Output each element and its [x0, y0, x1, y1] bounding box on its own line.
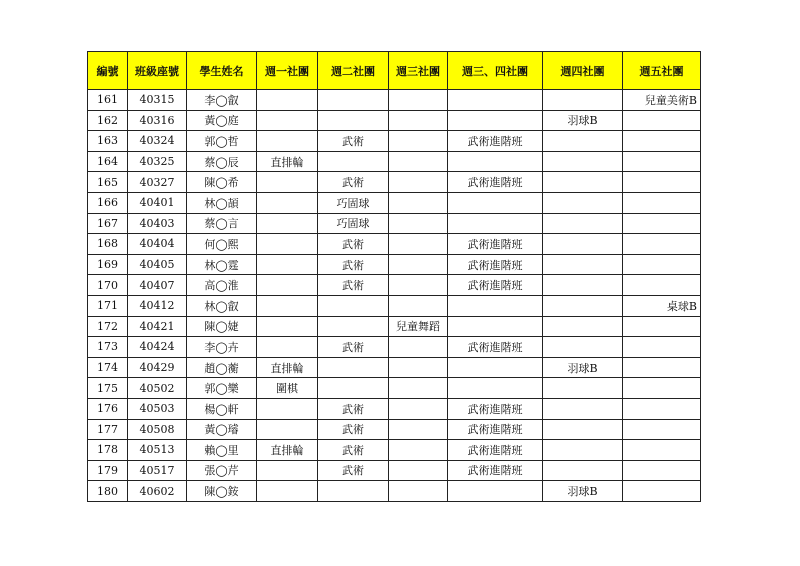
wednesday-club-cell	[389, 460, 448, 481]
wednesday-club-cell	[389, 419, 448, 440]
friday-club-cell	[623, 419, 701, 440]
tuesday-club-cell	[318, 378, 389, 399]
table-row	[88, 295, 701, 316]
friday-club-cell	[623, 337, 701, 358]
friday-club-cell	[623, 151, 701, 172]
table-row	[88, 90, 701, 111]
friday-club-cell	[623, 316, 701, 337]
thursday-club-cell	[543, 316, 623, 337]
tuesday-club-cell: 武術	[318, 131, 389, 152]
wednesday-club-cell: 兒童舞蹈	[389, 316, 448, 337]
thursday-club-cell	[543, 337, 623, 358]
table-row	[88, 275, 701, 296]
student-name-cell: 林◯叡	[187, 295, 257, 316]
table-body	[88, 90, 701, 502]
number-cell: 175	[88, 378, 128, 399]
thursday-club-cell	[543, 90, 623, 111]
wednesday-club-cell	[389, 254, 448, 275]
class-seat-cell: 40324	[128, 131, 187, 152]
class-seat-cell: 40405	[128, 254, 187, 275]
thursday-club-cell	[543, 419, 623, 440]
wed-thu-club-cell	[448, 295, 543, 316]
monday-club-cell	[257, 131, 318, 152]
thursday-club-cell	[543, 234, 623, 255]
number-cell: 161	[88, 90, 128, 111]
thursday-club-cell	[543, 192, 623, 213]
table-row	[88, 460, 701, 481]
friday-club-cell	[623, 481, 701, 502]
monday-club-cell	[257, 295, 318, 316]
tuesday-club-cell: 武術	[318, 460, 389, 481]
class-seat-cell: 40401	[128, 192, 187, 213]
thursday-club-cell	[543, 172, 623, 193]
class-seat-cell: 40325	[128, 151, 187, 172]
table-row	[88, 172, 701, 193]
student-name-cell: 郭◯樂	[187, 378, 257, 399]
wednesday-club-cell	[389, 192, 448, 213]
number-cell: 176	[88, 398, 128, 419]
tuesday-club-cell: 巧固球	[318, 213, 389, 234]
wed-thu-club-cell: 武術進階班	[448, 440, 543, 461]
number-cell: 166	[88, 192, 128, 213]
monday-club-cell	[257, 192, 318, 213]
student-name-cell: 郭◯哲	[187, 131, 257, 152]
class-seat-cell: 40508	[128, 419, 187, 440]
wed-thu-club-cell: 武術進階班	[448, 460, 543, 481]
friday-club-cell	[623, 110, 701, 131]
wed-thu-club-cell	[448, 192, 543, 213]
class-seat-cell: 40502	[128, 378, 187, 399]
friday-club-cell	[623, 398, 701, 419]
monday-club-cell	[257, 234, 318, 255]
monday-club-cell: 直排輪	[257, 357, 318, 378]
student-name-cell: 李◯叡	[187, 90, 257, 111]
monday-club-cell: 圍棋	[257, 378, 318, 399]
tuesday-club-cell: 武術	[318, 234, 389, 255]
table-row	[88, 440, 701, 461]
student-name-cell: 蔡◯言	[187, 213, 257, 234]
wed-thu-club-cell: 武術進階班	[448, 275, 543, 296]
club-roster-table	[87, 51, 701, 502]
table-row	[88, 378, 701, 399]
friday-club-cell	[623, 275, 701, 296]
student-name-cell: 陳◯婕	[187, 316, 257, 337]
class-seat-cell: 40602	[128, 481, 187, 502]
student-name-cell: 賴◯里	[187, 440, 257, 461]
thursday-club-cell: 羽球B	[543, 357, 623, 378]
number-cell: 163	[88, 131, 128, 152]
thursday-club-cell	[543, 275, 623, 296]
student-name-cell: 楊◯軒	[187, 398, 257, 419]
table-row	[88, 192, 701, 213]
wednesday-club-cell	[389, 172, 448, 193]
tuesday-club-cell	[318, 110, 389, 131]
table-row	[88, 234, 701, 255]
monday-club-cell	[257, 172, 318, 193]
student-name-cell: 張◯芹	[187, 460, 257, 481]
class-seat-cell: 40412	[128, 295, 187, 316]
class-seat-cell: 40403	[128, 213, 187, 234]
student-name-cell: 陳◯希	[187, 172, 257, 193]
student-name-cell: 黃◯庭	[187, 110, 257, 131]
wed-thu-club-cell	[448, 151, 543, 172]
tuesday-club-cell: 武術	[318, 398, 389, 419]
student-name-cell: 何◯熙	[187, 234, 257, 255]
tuesday-club-cell	[318, 316, 389, 337]
number-cell: 162	[88, 110, 128, 131]
monday-club-cell	[257, 419, 318, 440]
wednesday-club-cell	[389, 131, 448, 152]
class-seat-cell: 40407	[128, 275, 187, 296]
col-header-class-seat: 班級座號	[128, 52, 187, 90]
number-cell: 164	[88, 151, 128, 172]
thursday-club-cell	[543, 398, 623, 419]
monday-club-cell	[257, 213, 318, 234]
tuesday-club-cell	[318, 481, 389, 502]
wed-thu-club-cell: 武術進階班	[448, 337, 543, 358]
friday-club-cell	[623, 357, 701, 378]
wednesday-club-cell	[389, 357, 448, 378]
monday-club-cell	[257, 337, 318, 358]
wednesday-club-cell	[389, 295, 448, 316]
student-name-cell: 趙◯蘅	[187, 357, 257, 378]
col-header-friday-club: 週五社團	[623, 52, 701, 90]
col-header-thursday-club: 週四社團	[543, 52, 623, 90]
monday-club-cell: 直排輪	[257, 151, 318, 172]
student-name-cell: 陳◯銨	[187, 481, 257, 502]
monday-club-cell	[257, 90, 318, 111]
number-cell: 165	[88, 172, 128, 193]
class-seat-cell: 40517	[128, 460, 187, 481]
friday-club-cell	[623, 213, 701, 234]
class-seat-cell: 40315	[128, 90, 187, 111]
tuesday-club-cell	[318, 357, 389, 378]
wednesday-club-cell	[389, 234, 448, 255]
thursday-club-cell	[543, 151, 623, 172]
col-header-student-name: 學生姓名	[187, 52, 257, 90]
table-row	[88, 110, 701, 131]
table-row	[88, 357, 701, 378]
wednesday-club-cell	[389, 378, 448, 399]
thursday-club-cell	[543, 254, 623, 275]
monday-club-cell	[257, 110, 318, 131]
table-row	[88, 481, 701, 502]
tuesday-club-cell: 武術	[318, 419, 389, 440]
friday-club-cell: 兒童美術B	[623, 90, 701, 111]
number-cell: 171	[88, 295, 128, 316]
monday-club-cell: 直排輪	[257, 440, 318, 461]
wednesday-club-cell	[389, 481, 448, 502]
class-seat-cell: 40424	[128, 337, 187, 358]
wed-thu-club-cell	[448, 378, 543, 399]
monday-club-cell	[257, 481, 318, 502]
friday-club-cell	[623, 254, 701, 275]
class-seat-cell: 40421	[128, 316, 187, 337]
class-seat-cell: 40316	[128, 110, 187, 131]
class-seat-cell: 40513	[128, 440, 187, 461]
monday-club-cell	[257, 460, 318, 481]
friday-club-cell	[623, 172, 701, 193]
class-seat-cell: 40429	[128, 357, 187, 378]
thursday-club-cell	[543, 440, 623, 461]
number-cell: 174	[88, 357, 128, 378]
tuesday-club-cell	[318, 90, 389, 111]
wednesday-club-cell	[389, 110, 448, 131]
tuesday-club-cell	[318, 151, 389, 172]
col-header-tuesday-club: 週二社團	[318, 52, 389, 90]
friday-club-cell	[623, 234, 701, 255]
tuesday-club-cell: 武術	[318, 275, 389, 296]
monday-club-cell	[257, 254, 318, 275]
wed-thu-club-cell	[448, 357, 543, 378]
wed-thu-club-cell	[448, 316, 543, 337]
friday-club-cell	[623, 440, 701, 461]
col-header-wed-thu-club: 週三、四社團	[448, 52, 543, 90]
student-name-cell: 黃◯璿	[187, 419, 257, 440]
class-seat-cell: 40404	[128, 234, 187, 255]
wednesday-club-cell	[389, 90, 448, 111]
tuesday-club-cell: 武術	[318, 172, 389, 193]
tuesday-club-cell	[318, 295, 389, 316]
wednesday-club-cell	[389, 337, 448, 358]
wed-thu-club-cell	[448, 481, 543, 502]
wed-thu-club-cell: 武術進階班	[448, 234, 543, 255]
thursday-club-cell	[543, 131, 623, 152]
wed-thu-club-cell: 武術進階班	[448, 398, 543, 419]
thursday-club-cell: 羽球B	[543, 481, 623, 502]
friday-club-cell	[623, 378, 701, 399]
table-row	[88, 151, 701, 172]
wed-thu-club-cell: 武術進階班	[448, 419, 543, 440]
col-header-number: 編號	[88, 52, 128, 90]
number-cell: 180	[88, 481, 128, 502]
wednesday-club-cell	[389, 151, 448, 172]
tuesday-club-cell: 武術	[318, 337, 389, 358]
monday-club-cell	[257, 398, 318, 419]
number-cell: 172	[88, 316, 128, 337]
wednesday-club-cell	[389, 213, 448, 234]
number-cell: 173	[88, 337, 128, 358]
class-seat-cell: 40503	[128, 398, 187, 419]
table-row	[88, 419, 701, 440]
student-name-cell: 李◯卉	[187, 337, 257, 358]
number-cell: 168	[88, 234, 128, 255]
monday-club-cell	[257, 316, 318, 337]
col-header-wednesday-club: 週三社團	[389, 52, 448, 90]
table-row	[88, 316, 701, 337]
number-cell: 178	[88, 440, 128, 461]
wednesday-club-cell	[389, 275, 448, 296]
thursday-club-cell	[543, 460, 623, 481]
table-row	[88, 254, 701, 275]
tuesday-club-cell: 巧固球	[318, 192, 389, 213]
thursday-club-cell: 羽球B	[543, 110, 623, 131]
wednesday-club-cell	[389, 440, 448, 461]
student-name-cell: 林◯頡	[187, 192, 257, 213]
thursday-club-cell	[543, 378, 623, 399]
monday-club-cell	[257, 275, 318, 296]
number-cell: 179	[88, 460, 128, 481]
wed-thu-club-cell	[448, 110, 543, 131]
wed-thu-club-cell: 武術進階班	[448, 172, 543, 193]
wed-thu-club-cell: 武術進階班	[448, 254, 543, 275]
table-row	[88, 213, 701, 234]
number-cell: 177	[88, 419, 128, 440]
student-name-cell: 高◯淮	[187, 275, 257, 296]
number-cell: 169	[88, 254, 128, 275]
friday-club-cell	[623, 460, 701, 481]
wed-thu-club-cell	[448, 213, 543, 234]
tuesday-club-cell: 武術	[318, 254, 389, 275]
student-name-cell: 蔡◯辰	[187, 151, 257, 172]
tuesday-club-cell: 武術	[318, 440, 389, 461]
thursday-club-cell	[543, 213, 623, 234]
class-seat-cell: 40327	[128, 172, 187, 193]
number-cell: 170	[88, 275, 128, 296]
header-row	[88, 52, 701, 90]
number-cell: 167	[88, 213, 128, 234]
student-name-cell: 林◯霆	[187, 254, 257, 275]
wed-thu-club-cell	[448, 90, 543, 111]
friday-club-cell	[623, 192, 701, 213]
col-header-monday-club: 週一社團	[257, 52, 318, 90]
wed-thu-club-cell: 武術進階班	[448, 131, 543, 152]
friday-club-cell: 桌球B	[623, 295, 701, 316]
wednesday-club-cell	[389, 398, 448, 419]
thursday-club-cell	[543, 295, 623, 316]
friday-club-cell	[623, 131, 701, 152]
table-row	[88, 131, 701, 152]
table-row	[88, 337, 701, 358]
table-row	[88, 398, 701, 419]
